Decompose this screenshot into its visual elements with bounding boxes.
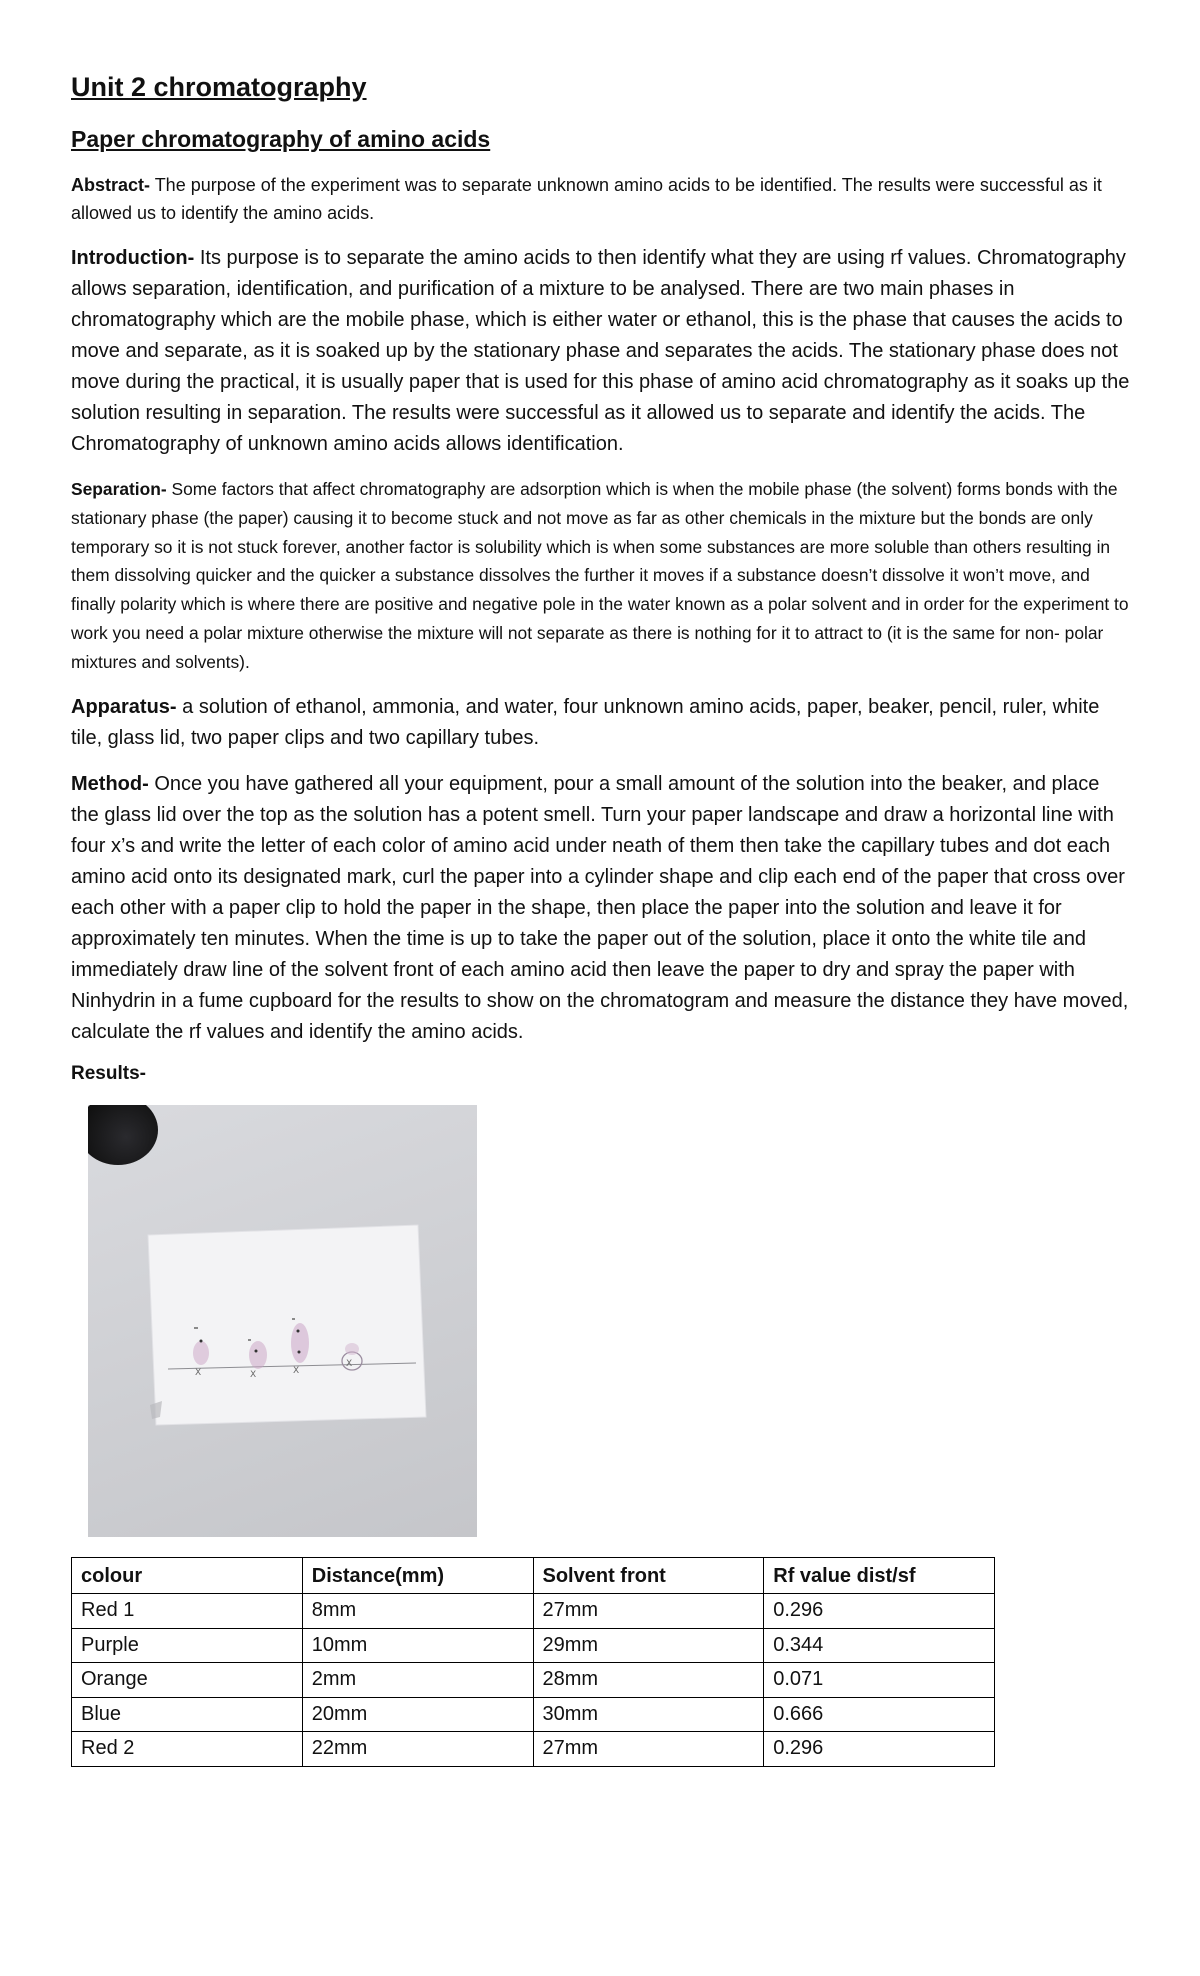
table-row (72, 1697, 995, 1732)
table-cell: 8mm (302, 1594, 533, 1629)
table-cell: 0.344 (764, 1628, 995, 1663)
results-label: Results- (71, 1062, 146, 1084)
table-cell: 27mm (533, 1732, 764, 1767)
table-cell: 0.071 (764, 1663, 995, 1698)
chromatogram-paper-illustration (88, 1105, 477, 1537)
table-cell: 22mm (302, 1732, 533, 1767)
document-title: Unit 2 chromatography (71, 72, 367, 102)
introduction-text: Its purpose is to separate the amino acids to then identify what they are using rf values. Chromatography allows separation, identification, and purification of a mixture to be analysed. There are two main phases in chromatography which are the mobile phase, which is either water or ethanol, this is the phase that causes the acids to move and separate, as it is soaked up by the stationary phase and separates the acids. The stationary phase does not move during the practical, it is usually paper that is used for this phase of amino acid chromatography as it soaks up the solution resulting in separation. The results were successful as it allowed us to separate and identify the acids. The Chromatography of unknown amino acids allows identification. (71, 246, 1130, 455)
table-cell: Orange (72, 1663, 303, 1698)
table-cell: 2mm (302, 1663, 533, 1698)
apparatus-text: a solution of ethanol, ammonia, and water, four unknown amino acids, paper, beaker, pencil, ruler, white tile, glass lid, two paper clips and two capillary tubes. (71, 695, 1100, 749)
table-header-cell: colour (72, 1557, 303, 1594)
table-cell: 0.666 (764, 1697, 995, 1732)
apparatus-paragraph (71, 692, 1131, 754)
chromatogram-photo (88, 1105, 477, 1537)
table-cell: 0.296 (764, 1732, 995, 1767)
results-table (71, 1557, 995, 1767)
table-header-cell: Rf value dist/sf (764, 1557, 995, 1594)
document-subtitle: Paper chromatography of amino acids (71, 126, 491, 153)
table-row (72, 1628, 995, 1663)
table-row (72, 1732, 995, 1767)
table-cell: 10mm (302, 1628, 533, 1663)
table-header-row (72, 1557, 995, 1594)
svg-text:X: X (250, 1369, 257, 1380)
separation-label: Separation- (71, 478, 167, 499)
apparatus-label: Apparatus- (71, 695, 177, 718)
method-text: Once you have gathered all your equipment, pour a small amount of the solution into the beaker, and place the glass lid over the top as the solution has a potent smell. Turn your paper landscape and draw a horizontal line with four x’s and write the letter of each color of amino acid under neath of them then take the capillary tubes and dot each amino acid onto its designated mark, curl the paper into a cylinder shape and clip each end of the paper that cross over each other with a paper clip to hold the paper in the shape, then place the paper into the solution and leave it for approximately ten minutes. When the time is up to take the paper out of the solution, place it onto the white tile and immediately draw line of the solvent front of each amino acid then leave the paper to dry and spray the paper with Ninhydrin in a fume cupboard for the results to show on the chromatogram and measure the distance they have moved, calculate the rf values and identify the amino acids. (71, 772, 1129, 1043)
table-cell: 30mm (533, 1697, 764, 1732)
table-header-cell: Solvent front (533, 1557, 764, 1594)
svg-text:X: X (293, 1365, 300, 1376)
table-cell: Purple (72, 1628, 303, 1663)
document-page (71, 70, 1131, 1767)
table-cell: Blue (72, 1697, 303, 1732)
table-cell: Red 1 (72, 1594, 303, 1629)
introduction-paragraph (71, 243, 1131, 460)
table-cell: 28mm (533, 1663, 764, 1698)
abstract-label: Abstract- (71, 174, 151, 195)
svg-text:X: X (195, 1367, 202, 1378)
introduction-label: Introduction- (71, 246, 195, 269)
svg-text:X: X (346, 1358, 353, 1369)
table-row (72, 1594, 995, 1629)
abstract-paragraph (71, 171, 1131, 228)
method-paragraph (71, 769, 1131, 1048)
method-label: Method- (71, 772, 149, 795)
table-cell: 29mm (533, 1628, 764, 1663)
table-row (72, 1663, 995, 1698)
table-cell: 0.296 (764, 1594, 995, 1629)
abstract-text: The purpose of the experiment was to separate unknown amino acids to be identified. The results were successful as it allowed us to identify the amino acids. (71, 174, 1102, 224)
table-cell: 27mm (533, 1594, 764, 1629)
separation-paragraph (71, 475, 1131, 677)
table-cell: Red 2 (72, 1732, 303, 1767)
separation-text: Some factors that affect chromatography are adsorption which is when the mobile phase (the solvent) forms bonds with the stationary phase (the paper) causing it to become stuck and not move as far as other chemicals in the mixture but the bonds are only temporary so it is not stuck forever, another factor is solubility which is when some substances are more soluble than others resulting in them dissolving quicker and the quicker a substance dissolves the further it moves if a substance doesn’t dissolve it won’t move, and finally polarity which is where there are positive and negative pole in the water known as a polar solvent and in order for the experiment to work you need a polar mixture otherwise the mixture will not separate as there is nothing for it to attract to (it is the same for non- polar mixtures and solvents). (71, 478, 1129, 672)
table-cell: 20mm (302, 1697, 533, 1732)
table-header-cell: Distance(mm) (302, 1557, 533, 1594)
